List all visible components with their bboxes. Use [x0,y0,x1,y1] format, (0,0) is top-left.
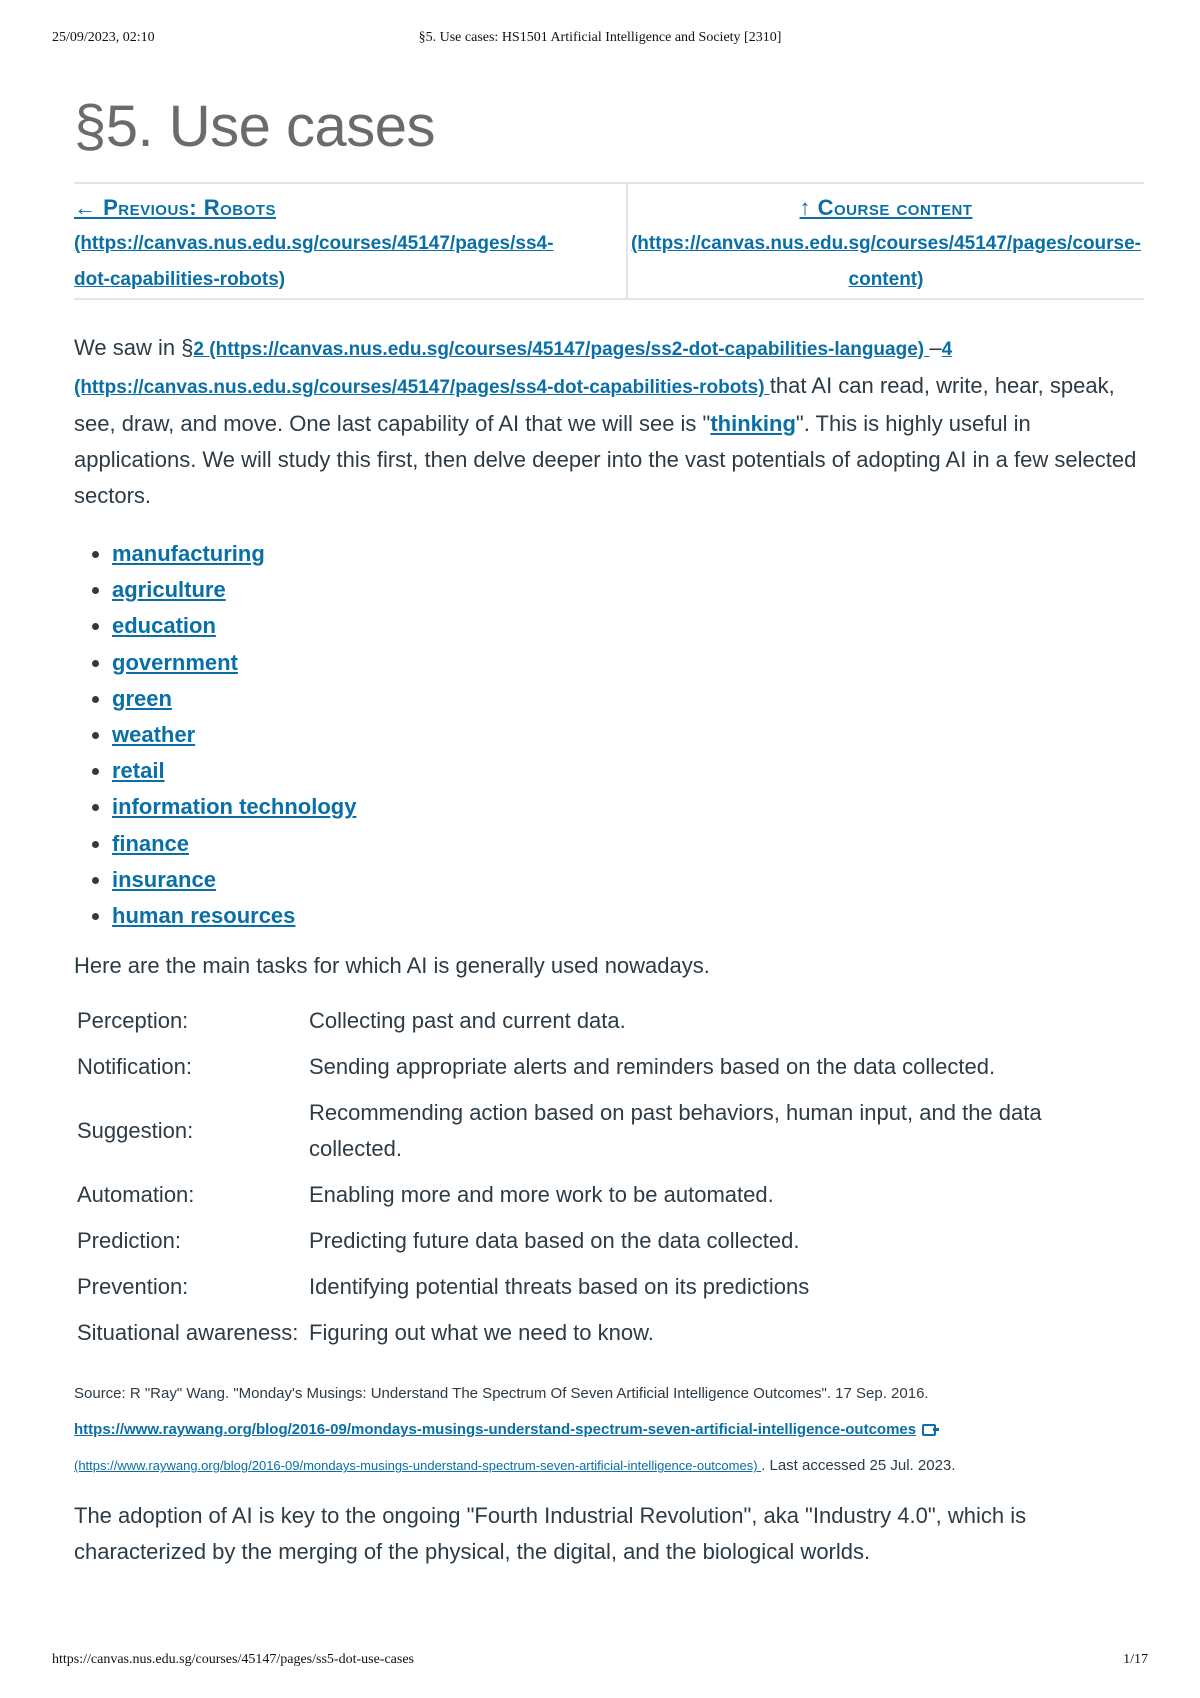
table-row [74,998,1072,1044]
task-label: Automation: [77,1182,195,1208]
intro-paragraph [74,330,1144,514]
link-section-4-url[interactable]: (https://canvas.nus.edu.sg/courses/45147/pages/ss4-dot-capabilities-robots) [74,377,770,398]
tasks-table [74,998,1072,1356]
previous-url-line1[interactable]: (https://canvas.nus.edu.sg/courses/45147/pages/ss4- [74,233,554,254]
print-url: https://canvas.nus.edu.sg/courses/45147/pages/ss5-dot-use-cases [52,1652,414,1667]
source-url-small[interactable]: (https://www.raywang.org/blog/2016-09/mondays-musings-understand-spectrum-seven-artificial-intelligence-outcomes) [74,1458,762,1474]
main-content [74,82,1144,1592]
source-link[interactable]: https://www.raywang.org/blog/2016-09/mondays-musings-understand-spectrum-seven-artificial-intelligence-outcomes [74,1421,917,1439]
table-row [74,1218,1072,1264]
print-header [52,30,1148,50]
previous-label[interactable]: ← Previous: Robots [74,195,276,220]
sector-link-finance[interactable]: finance [112,830,190,856]
sector-link-insurance[interactable]: insurance [112,866,216,892]
list-item [112,681,1144,717]
print-footer [52,1652,1148,1672]
source-url-small-line [74,1448,1144,1484]
list-item [112,789,1144,825]
sector-link-information-technology[interactable]: information technology [112,794,357,820]
task-label: Notification: [77,1054,192,1080]
task-description: Sending appropriate alerts and reminders based on the data collected. [309,1054,996,1080]
external-link-icon [922,1424,936,1436]
source-url-line [74,1412,1144,1448]
sector-link-human-resources[interactable]: human resources [112,903,296,929]
table-row [74,1044,1072,1090]
source-text: Source: R "Ray" Wang. "Monday's Musings: Understand The Spectrum Of Seven Artificial Intelligence Outcomes". 17 Sep. 2016. [74,1385,929,1403]
list-item [112,862,1144,898]
sector-link-weather[interactable]: weather [112,722,196,748]
closing-paragraph: The adoption of AI is key to the ongoing "Fourth Industrial Revolution", aka "Industry 4.0", which is characterized by the merging of the physical, the digital, and the biological worlds. [74,1503,1027,1565]
page-navigation [74,182,1144,300]
task-description: Recommending action based on past behaviors, human input, and the data collected. [309,1100,1042,1162]
intro-text-1: We saw in § [74,335,194,360]
sector-link-agriculture[interactable]: agriculture [112,577,226,603]
course-content-label[interactable]: ↑ Course content [799,195,973,220]
sector-link-retail[interactable]: retail [112,758,165,784]
task-label: Suggestion: [77,1118,194,1144]
task-label: Perception: [77,1008,189,1034]
sector-link-manufacturing[interactable]: manufacturing [112,541,265,566]
tasks-intro: Here are the main tasks for which AI is generally used nowadays. [74,953,710,979]
list-item [112,645,1144,681]
task-label: Prediction: [77,1228,181,1254]
sector-link-education[interactable]: education [112,613,216,639]
table-row [74,1090,1072,1172]
sector-list [74,536,1144,934]
source-citation [74,1376,1144,1484]
list-item [112,753,1144,789]
intro-dash: – [929,335,942,360]
thinking-link[interactable]: thinking [710,411,796,436]
table-row [74,1310,1072,1356]
print-title: §5. Use cases: HS1501 Artificial Intelligence and Society [2310] [418,30,782,45]
task-description: Figuring out what we need to know. [309,1320,654,1346]
task-description: Predicting future data based on the data collected. [309,1228,800,1254]
course-content-url-line2[interactable]: content) [848,269,924,290]
page-title: §5. Use cases [74,94,436,159]
source-accessed: . Last accessed 25 Jul. 2023. [761,1457,956,1475]
task-label: Situational awareness: [77,1320,299,1346]
task-description: Identifying potential threats based on its predictions [309,1274,810,1300]
task-label: Prevention: [77,1274,189,1300]
print-date: 25/09/2023, 02:10 [52,30,155,45]
task-description: Collecting past and current data. [309,1008,626,1034]
link-section-2[interactable]: 2 (https://canvas.nus.edu.sg/courses/45147/pages/ss2-dot-capabilities-language) [193,339,930,360]
list-item [112,572,1144,608]
task-description: Enabling more and more work to be automated. [309,1182,774,1208]
course-content-link[interactable] [628,184,1144,298]
link-section-4-number[interactable]: 4 [941,339,953,360]
previous-page-link[interactable] [74,184,628,298]
table-row [74,1264,1072,1310]
previous-url-line2[interactable]: dot-capabilities-robots) [74,269,286,290]
page-number: 1/17 [1123,1652,1148,1667]
intro-text-2: that AI can read, write, hear, speak, see, draw, and move. One last capability of AI that we will see is " [74,373,1115,436]
sector-link-government[interactable]: government [112,649,238,675]
intro-text-3: ". This is highly useful in applications. We will study this first, then delve deeper into the vast potentials of adopting AI in a few selected sectors. [74,411,1137,508]
list-item [112,717,1144,753]
list-item [112,608,1144,644]
sector-link-green[interactable]: green [112,685,172,711]
list-item [112,826,1144,862]
course-content-url-line1[interactable]: (https://canvas.nus.edu.sg/courses/45147/pages/course- [630,233,1142,254]
list-item [112,898,1144,934]
list-item [112,536,1144,572]
table-row [74,1172,1072,1218]
